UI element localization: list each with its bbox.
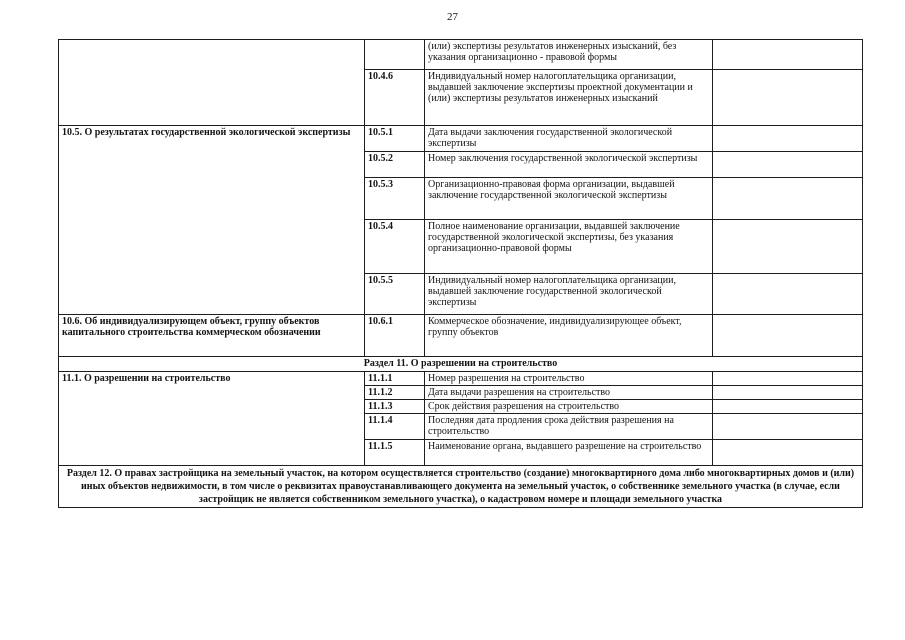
row-description: Последняя дата продления срока действия разрешения на строительство [425, 414, 713, 440]
row-code: 11.1.5 [365, 440, 425, 466]
value-cell [713, 372, 863, 386]
row-description: Наименование органа, выдавшего разрешение на строительство [425, 440, 713, 466]
page-number: 27 [447, 11, 458, 23]
document-table [58, 39, 863, 508]
row-code: 10.5.3 [365, 178, 425, 220]
table-row [59, 40, 863, 70]
value-cell [713, 152, 863, 178]
value-cell [713, 315, 863, 357]
row-code: 11.1.4 [365, 414, 425, 440]
value-cell [713, 178, 863, 220]
value-cell [713, 386, 863, 400]
row-code [365, 40, 425, 70]
row-description: Номер заключения государственной экологической экспертизы [425, 152, 713, 178]
value-cell [713, 40, 863, 70]
row-code: 11.1.3 [365, 400, 425, 414]
section-title-10-5: 10.5. О результатах государственной экологической экспертизы [59, 126, 365, 315]
row-code: 10.4.6 [365, 70, 425, 126]
row-code: 10.5.5 [365, 274, 425, 315]
section-12-heading: Раздел 12. О правах застройщика на земельный участок, на котором осуществляется строительство (создание) многоквартирного дома либо многоквартирных домов и (или) иных объектов недвижимости, в том числе о реквизитах правоустанавливающего документа на земельный участок, о собственнике земельного участка (в случае, если застройщик не является собственником земельного участка), о кадастровом номере и площади земельного участка [59, 466, 863, 508]
row-code: 10.5.1 [365, 126, 425, 152]
table-row [59, 357, 863, 372]
row-description: Организационно-правовая форма организации, выдавшей заключение государственной экологической экспертизы [425, 178, 713, 220]
value-cell [713, 70, 863, 126]
row-description: Коммерческое обозначение, индивидуализирующее объект, группу объектов [425, 315, 713, 357]
value-cell [713, 440, 863, 466]
row-description: Срок действия разрешения на строительство [425, 400, 713, 414]
row-description: (или) экспертизы результатов инженерных изысканий, без указания организационно - правовой формы [425, 40, 713, 70]
value-cell [713, 414, 863, 440]
row-description: Индивидуальный номер налогоплательщика организации, выдавшей заключение экспертизы проектной документации и (или) экспертизы результатов инженерных изысканий [425, 70, 713, 126]
row-code: 11.1.1 [365, 372, 425, 386]
section-title-10-6: 10.6. Об индивидуализирующем объект, группу объектов капитального строительства коммерческом обозначении [59, 315, 365, 357]
table-row [59, 126, 863, 152]
row-code: 10.6.1 [365, 315, 425, 357]
section-11-heading: Раздел 11. О разрешении на строительство [59, 357, 863, 372]
table-row [59, 315, 863, 357]
row-description: Дата выдачи заключения государственной экологической экспертизы [425, 126, 713, 152]
row-description: Индивидуальный номер налогоплательщика организации, выдавшей заключение государственной экологической экспертизы [425, 274, 713, 315]
row-description: Номер разрешения на строительство [425, 372, 713, 386]
row-code: 10.5.2 [365, 152, 425, 178]
value-cell [713, 220, 863, 274]
subsection-title-11-1: 11.1. О разрешении на строительство [59, 372, 365, 466]
row-code: 11.1.2 [365, 386, 425, 400]
value-cell [713, 126, 863, 152]
value-cell [713, 400, 863, 414]
row-description: Дата выдачи разрешения на строительство [425, 386, 713, 400]
row-description: Полное наименование организации, выдавшей заключение государственной экологической экспертизы, без указания организационно-правовой формы [425, 220, 713, 274]
row-code: 10.5.4 [365, 220, 425, 274]
value-cell [713, 274, 863, 315]
table-row [59, 466, 863, 508]
table-row [59, 372, 863, 386]
section-10-4-continuation-cell [59, 40, 365, 126]
